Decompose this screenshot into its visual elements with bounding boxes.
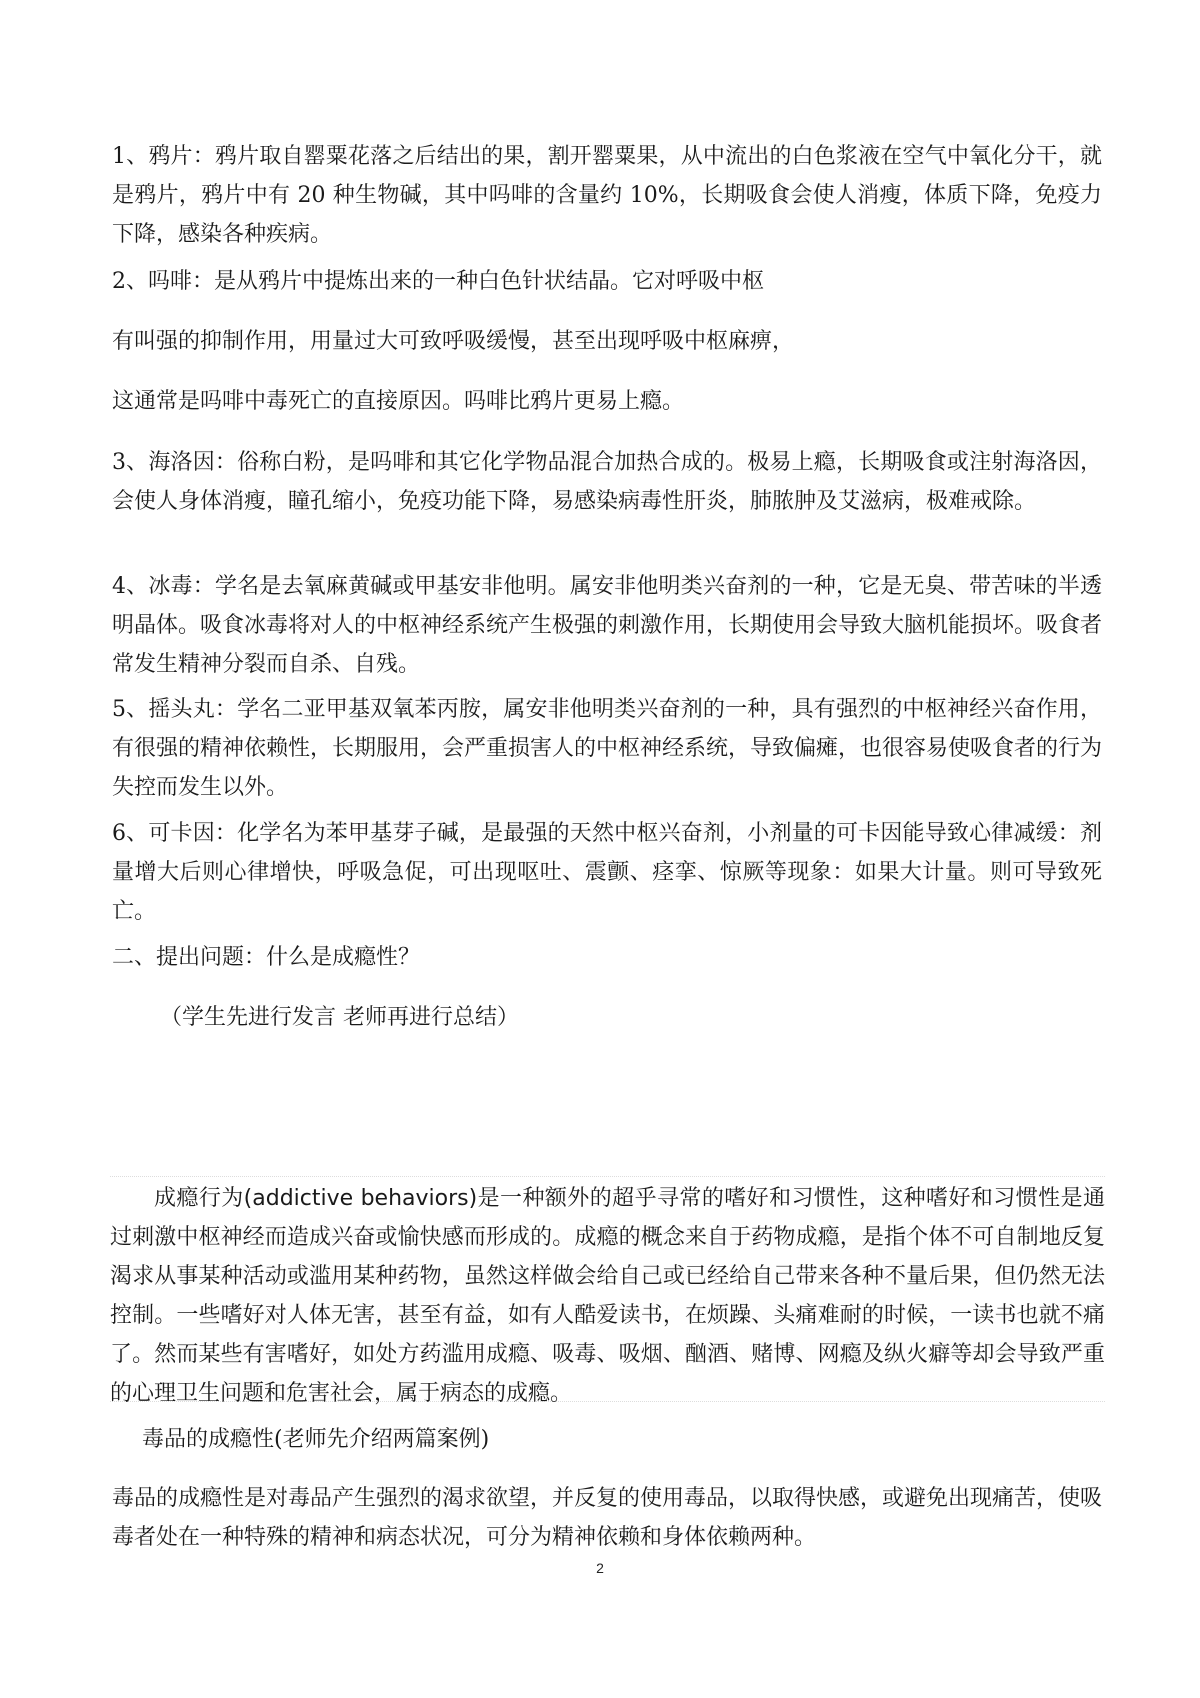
paragraph-meth: 4、冰毒：学名是去氧麻黄碱或甲基安非他明。属安非他明类兴奋剂的一种，它是无臭、带苦味的半透明晶体。吸食冰毒将对人的中枢神经系统产生极强的刺激作用，长期使用会导致大脑机能损坏。吸食者常发生精神分裂而自杀、自残。 (112, 574, 1103, 677)
paragraph-morphine-line2: 有叫强的抑制作用，用量过大可致呼吸缓慢，甚至出现呼吸中枢麻痹， (112, 329, 795, 354)
section-heading-question: 二、提出问题：什么是成瘾性？ (112, 945, 421, 970)
paragraph-morphine-line3: 这通常是吗啡中毒死亡的直接原因。吗啡比鸦片更易上瘾。 (112, 389, 685, 414)
subheading-drug-addiction: 毒品的成瘾性(老师先介绍两篇案例) (142, 1427, 490, 1452)
paragraph-heroin: 3、海洛因：俗称白粉，是吗啡和其它化学物品混合加热合成的。极易上瘾，长期吸食或注射海洛因，会使人身体消瘦，瞳孔缩小，免疫功能下降，易感染病毒性肝炎，肺脓肿及艾滋病，极难戒除。 (112, 450, 1102, 514)
addiction-definition-box (110, 1176, 1105, 1406)
teaching-note: （学生先进行发言 老师再进行总结） (160, 1005, 519, 1030)
paragraph-cocaine: 6、可卡因：化学名为苯甲基芽子碱，是最强的天然中枢兴奋剂，小剂量的可卡因能导致心律减缓：剂量增大后则心律增快，呼吸急促，可出现呕吐、震颤、痉挛、惊厥等现象：如果大计量。则可导致死亡。 (112, 821, 1102, 924)
addiction-definition-text: 成瘾行为(addictive behaviors)是一种额外的超乎寻常的嗜好和习惯性，这种嗜好和习惯性是通过刺激中枢神经而造成兴奋或愉快感而形成的。成瘾的概念来自于药物成瘾，是指个体不可自制地反复渴求从事某种活动或滥用某种药物，虽然这样做会给自己或已经给自己带来各种不量后果，但仍然无法控制。一些嗜好对人体无害，甚至有益，如有人酷爱读书，在烦躁、头痛难耐的时候，一读书也就不痛了。然而某些有害嗜好，如处方药滥用成瘾、吸毒、吸烟、酗酒、赌博、网瘾及纵火癖等却会导致严重的心理卫生问题和危害社会，属于病态的成瘾。 (110, 1186, 1105, 1406)
page-number: 2 (596, 1560, 604, 1576)
paragraph-drug-addiction: 毒品的成瘾性是对毒品产生强烈的渴求欲望，并反复的使用毒品，以取得快感，或避免出现痛苦，使吸毒者处在一种特殊的精神和病态状况，可分为精神依赖和身体依赖两种。 (112, 1486, 1103, 1550)
paragraph-ecstasy: 5、摇头丸：学名二亚甲基双氧苯丙胺，属安非他明类兴奋剂的一种，具有强烈的中枢神经兴奋作用，有很强的精神依赖性，长期服用，会严重损害人的中枢神经系统，导致偏瘫，也很容易使吸食者的行为失控而发生以外。 (112, 697, 1103, 800)
paragraph-opium: 1、鸦片：鸦片取自罂粟花落之后结出的果，割开罂粟果，从中流出的白色浆液在空气中氧化分干，就是鸦片，鸦片中有 20 种生物碱，其中吗啡的含量约 10%，长期吸食会使人消瘦，体质下降，免疫力下降，感染各种疾病。 (112, 144, 1102, 247)
paragraph-morphine-line1: 2、吗啡：是从鸦片中提炼出来的一种白色针状结晶。它对呼吸中枢 (112, 269, 764, 294)
